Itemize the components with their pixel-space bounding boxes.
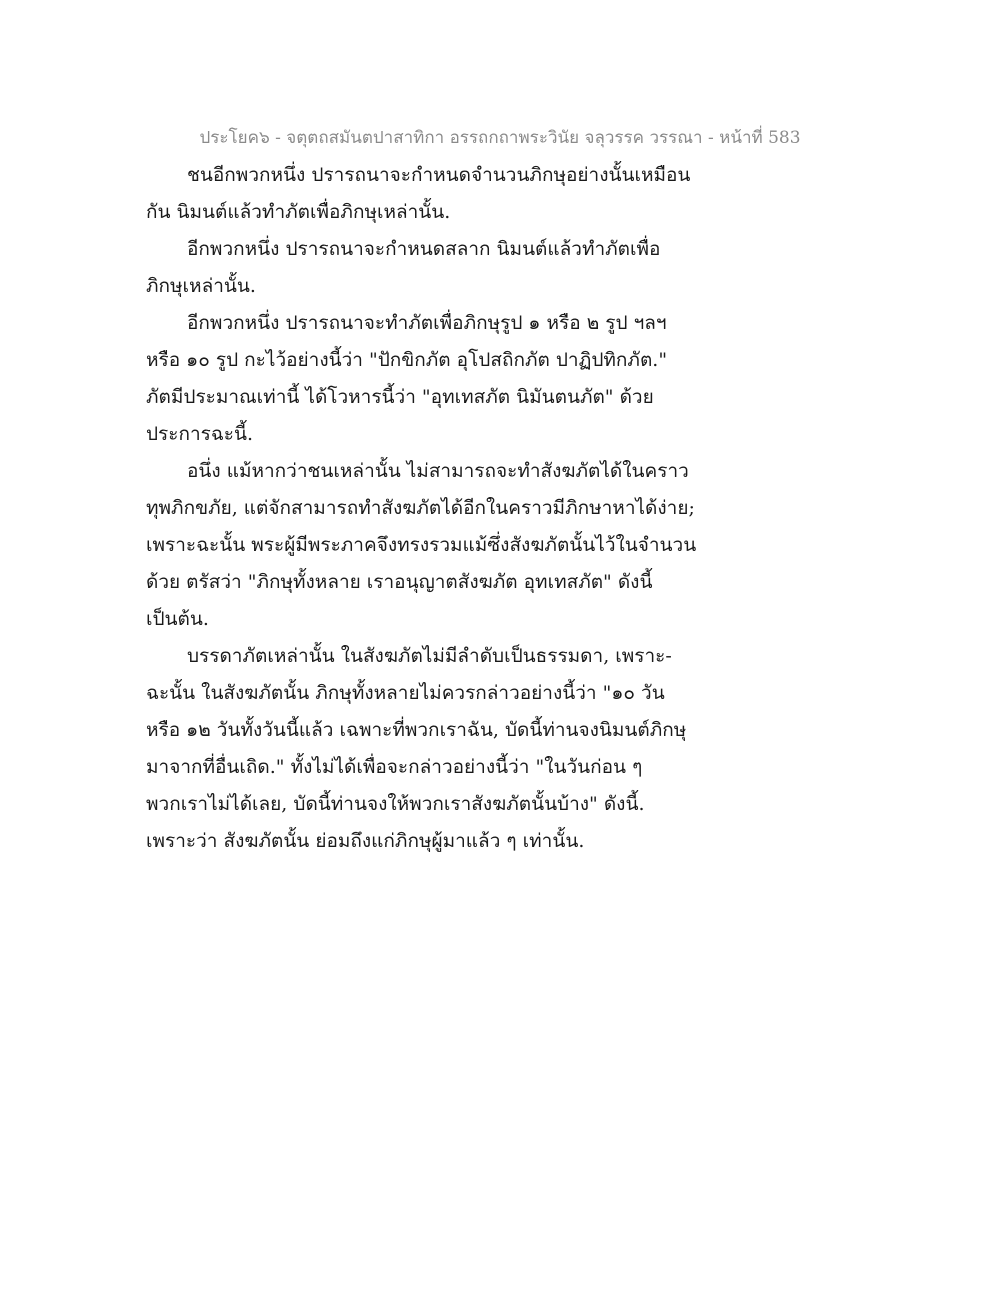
- text-line: อีกพวกหนึ่ง ปรารถนาจะกำหนดสลาก นิมนต์แล้วทำภัตเพื่อ: [187, 238, 661, 260]
- text-line: ทุพภิกขภัย, แต่จักสามารถทำสังฆภัตได้อีกในคราวมีภิกษาหาได้ง่าย;: [146, 497, 695, 519]
- text-line: กัน นิมนต์แล้วทำภัตเพื่อภิกษุเหล่านั้น.: [146, 201, 451, 223]
- text-line: ประการฉะนี้.: [146, 423, 254, 445]
- text-line: เพราะฉะนั้น พระผู้มีพระภาคจึงทรงรวมแม้ซึ่งสังฆภัตนั้นไว้ในจำนวน: [146, 534, 697, 556]
- text-line: หรือ ๑๒ วันทั้งวันนี้แล้ว เฉพาะที่พวกเราฉัน, บัดนี้ท่านจงนิมนต์ภิกษุ: [146, 719, 687, 741]
- text-line: ด้วย ตรัสว่า "ภิกษุทั้งหลาย เราอนุญาตสังฆภัต อุทเทสภัต" ดังนี้: [146, 571, 653, 593]
- text-line: เป็นต้น.: [146, 608, 209, 630]
- text-line: อนึ่ง แม้หากว่าชนเหล่านั้น ไม่สามารถจะทำสังฆภัตได้ในคราว: [187, 460, 689, 482]
- text-line: ภิกษุเหล่านั้น.: [146, 275, 256, 297]
- text-line: ฉะนั้น ในสังฆภัตนั้น ภิกษุทั้งหลายไม่ควรกล่าวอย่างนี้ว่า "๑๐ วัน: [146, 682, 665, 704]
- text-line: เพราะว่า สังฆภัตนั้น ย่อมถึงแก่ภิกษุผู้มาแล้ว ๆ เท่านั้น.: [146, 830, 585, 852]
- body-text: [146, 157, 746, 860]
- text-line: บรรดาภัตเหล่านั้น ในสังฆภัตไม่มีลำดับเป็นธรรมดา, เพราะ-: [187, 645, 672, 667]
- text-line: อีกพวกหนึ่ง ปรารถนาจะทำภัตเพื่อภิกษุรูป ๑ หรือ ๒ รูป ฯลฯ: [187, 312, 667, 334]
- text-line: ชนอีกพวกหนึ่ง ปรารถนาจะกำหนดจำนวนภิกษุอย่างนั้นเหมือน: [187, 164, 691, 186]
- text-line: หรือ ๑๐ รูป กะไว้อย่างนี้ว่า "ปักขิกภัต อุโปสถิกภัต ปาฏิปทิกภัต.": [146, 349, 668, 371]
- text-line: พวกเราไม่ได้เลย, บัดนี้ท่านจงให้พวกเราสังฆภัตนั้นบ้าง" ดังนี้.: [146, 793, 645, 815]
- text-line: ภัตมีประมาณเท่านี้ ได้โวหารนี้ว่า "อุทเทสภัต นิมันตนภัต" ด้วย: [146, 386, 654, 408]
- text-line: มาจากที่อื่นเถิด." ทั้งไม่ได้เพื่อจะกล่าวอย่างนี้ว่า "ในวันก่อน ๆ: [146, 756, 643, 778]
- page-header: ประโยค๖ - จตุตถสมันตปาสาทิกา อรรถกถาพระวินัย จลุวรรค วรรณา - หน้าที่ 583: [199, 128, 801, 148]
